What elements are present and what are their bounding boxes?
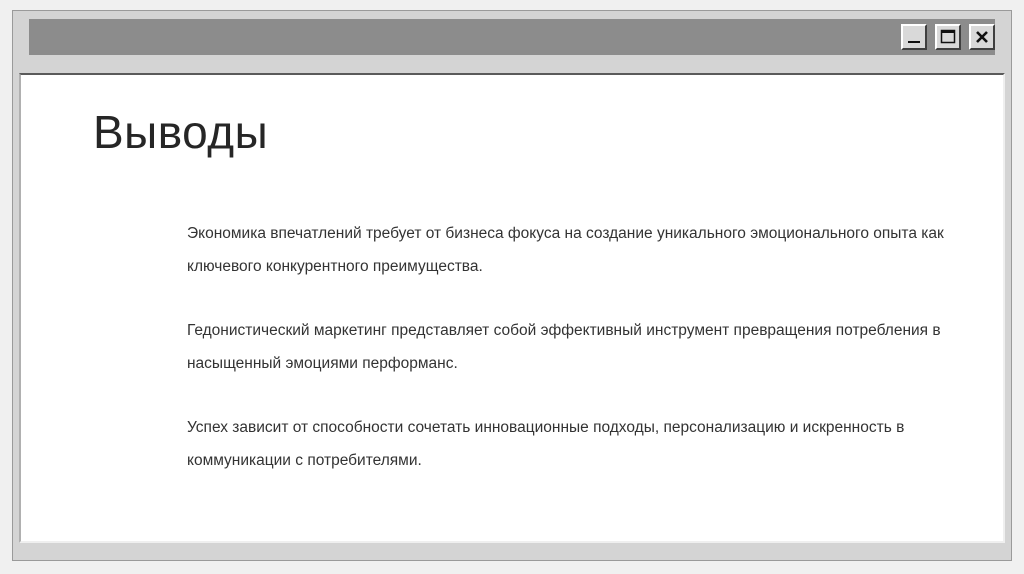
slide-content <box>19 73 1005 543</box>
close-button[interactable] <box>969 24 995 50</box>
maximize-icon <box>939 28 957 46</box>
conclusion-item: Экономика впечатлений требует от бизнеса фокуса на создание уникального эмоционального опыта как ключевого конкурентного преимущества. <box>187 225 944 275</box>
conclusion-list <box>187 217 947 508</box>
close-icon <box>973 28 991 46</box>
conclusion-item: Успех зависит от способности сочетать инновационные подходы, персонализацию и искренность в коммуникации с потребителями. <box>187 419 905 469</box>
page-title: Выводы <box>93 106 269 158</box>
window-frame <box>12 10 1012 561</box>
title-bar[interactable] <box>29 19 995 55</box>
maximize-button[interactable] <box>935 24 961 50</box>
minimize-button[interactable] <box>901 24 927 50</box>
minimize-icon <box>905 28 923 46</box>
conclusion-item: Гедонистический маркетинг представляет собой эффективный инструмент превращения потребления в насыщенный эмоциями перформанс. <box>187 322 941 372</box>
